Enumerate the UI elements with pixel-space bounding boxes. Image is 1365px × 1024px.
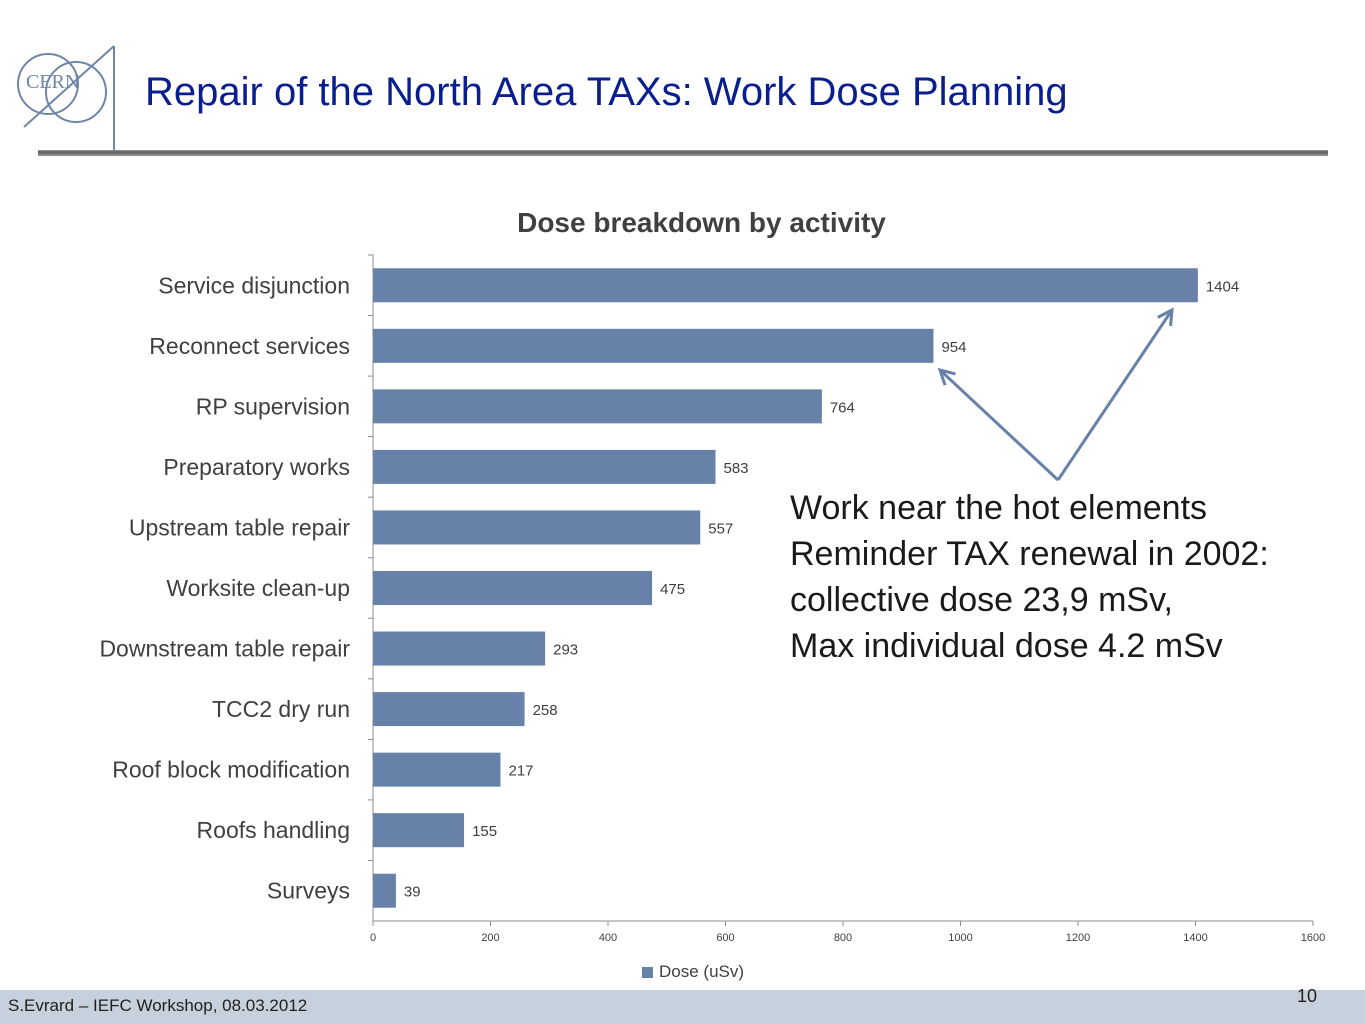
- bar: [373, 874, 396, 908]
- data-label: 1404: [1205, 278, 1240, 296]
- bar: [373, 813, 464, 847]
- x-tick-label: 0: [369, 932, 377, 944]
- annotation-arrow: [940, 370, 1058, 480]
- bar: [373, 632, 545, 666]
- logo-text: CERN: [26, 71, 80, 93]
- x-tick-label: 1400: [1183, 932, 1208, 944]
- category-label: Roofs handling: [196, 817, 350, 844]
- data-label: 258: [532, 702, 558, 720]
- bar: [373, 450, 716, 484]
- category-label: Downstream table repair: [99, 635, 350, 662]
- annotation-line: Reminder TAX renewal in 2002:: [790, 535, 1269, 573]
- x-tick-label: 400: [598, 932, 618, 944]
- footer-text: S.Evrard – IEFC Workshop, 08.03.2012: [8, 996, 308, 1015]
- legend-label: Dose (uSv): [659, 962, 745, 981]
- category-label: Preparatory works: [163, 453, 350, 480]
- category-label: TCC2 dry run: [211, 696, 350, 723]
- data-label: 217: [508, 762, 534, 780]
- bar: [373, 389, 822, 423]
- bar: [373, 571, 652, 605]
- x-tick-label: 600: [716, 932, 735, 944]
- category-label: Service disjunction: [158, 272, 350, 299]
- bar: [373, 268, 1198, 302]
- annotation-line: Work near the hot elements: [790, 489, 1208, 527]
- chart-title: Dose breakdown by activity: [517, 207, 886, 238]
- page-number: 10: [1297, 986, 1318, 1006]
- bar: [373, 329, 933, 363]
- x-tick-label: 1000: [948, 932, 973, 944]
- data-label: 155: [472, 823, 498, 841]
- category-label: Surveys: [266, 877, 350, 904]
- data-label: 764: [829, 399, 855, 417]
- bar: [373, 510, 700, 544]
- category-label: RP supervision: [195, 393, 350, 420]
- category-label: Upstream table repair: [128, 514, 350, 541]
- data-label: 475: [660, 581, 686, 598]
- legend-swatch: [642, 967, 653, 978]
- bar: [373, 753, 500, 787]
- annotation-line: Max individual dose 4.2 mSv: [790, 627, 1223, 665]
- footer-bar: [0, 986, 1365, 1024]
- annotation-arrow: [1058, 310, 1172, 480]
- slide-title: Repair of the North Area TAXs: Work Dose Planning: [145, 70, 1068, 114]
- x-tick-label: 800: [833, 932, 853, 944]
- chart-legend: [642, 962, 744, 982]
- category-label: Reconnect services: [149, 332, 350, 359]
- data-label: 557: [708, 520, 734, 538]
- annotation-line: collective dose 23,9 mSv,: [790, 581, 1173, 619]
- annotation-text: [790, 485, 1269, 669]
- data-label: 39: [403, 883, 421, 901]
- x-tick-label: 1600: [1300, 932, 1326, 944]
- data-label: 583: [723, 459, 749, 477]
- x-tick-label: 1200: [1065, 932, 1091, 944]
- x-tick-label: 200: [481, 932, 500, 944]
- data-label: 293: [553, 641, 579, 659]
- bar: [373, 692, 525, 726]
- data-label: 954: [941, 338, 967, 356]
- category-label: Roof block modification: [112, 756, 350, 783]
- category-label: Worksite clean-up: [166, 575, 350, 601]
